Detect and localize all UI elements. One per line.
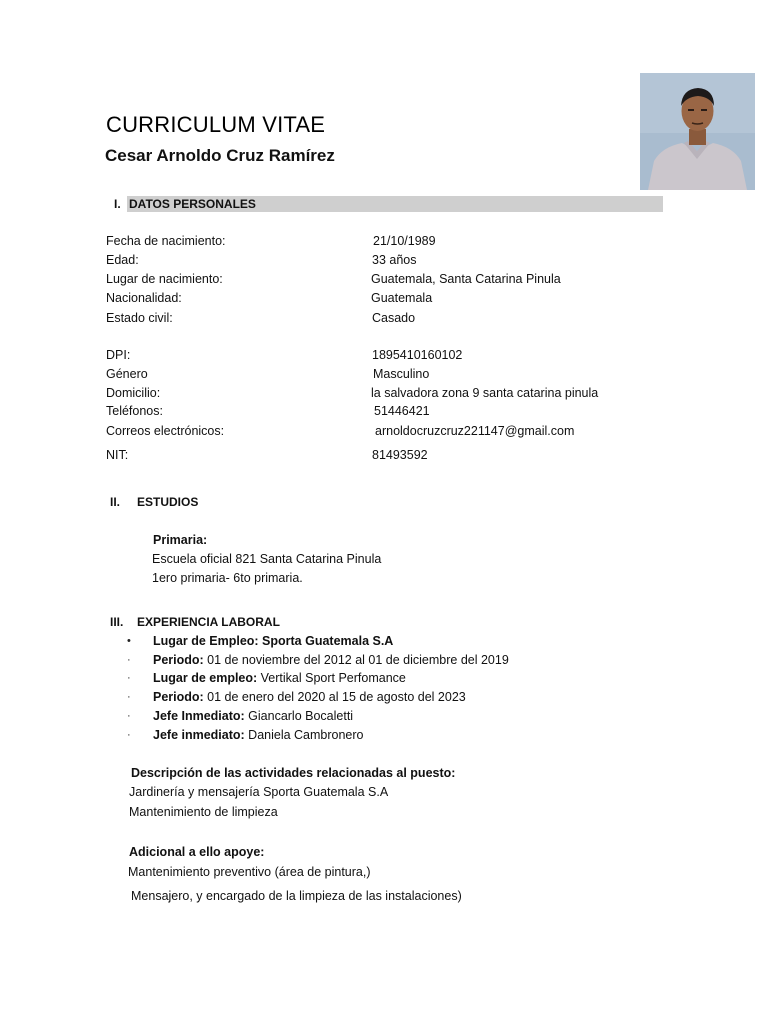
field-value-email: arnoldocruzcruz221147@gmail.com [375,424,575,438]
field-label-gender: Género [106,367,148,381]
field-value-birthdate: 21/10/1989 [373,234,436,248]
bullet-icon: · [127,654,131,666]
field-label-email: Correos electrónicos: [106,424,225,438]
field-value-birthplace: Guatemala, Santa Catarina Pinula [371,272,561,286]
description-heading: Descripción de las actividades relacionadas al puesto: [131,766,456,780]
section-title-studies: ESTUDIOS [137,495,199,509]
experience-item [153,671,406,685]
studies-line: Escuela oficial 821 Santa Catarina Pinula [152,552,382,566]
field-label-nit: NIT: [106,448,129,462]
experience-item [153,709,353,723]
experience-item-value: Daniela Cambronero [244,728,364,742]
description-line: Mantenimiento de limpieza [129,805,278,819]
field-label-birthdate: Fecha de nacimiento: [106,234,226,248]
studies-subheading: Primaria: [153,533,208,547]
field-label-address: Domicilio: [106,386,161,400]
bullet-icon: · [127,710,131,722]
experience-item-label: Lugar de empleo: [153,671,258,685]
section-number-experience: III. [110,615,124,629]
experience-item-label: Periodo: [153,653,204,667]
experience-item-value: 01 de enero del 2020 al 15 de agosto del 2023 [203,690,466,704]
field-value-address: la salvadora zona 9 santa catarina pinula [371,386,599,400]
document-title: CURRICULUM VITAE [106,112,326,137]
section-number-studies: II. [110,495,121,509]
field-value-gender: Masculino [373,367,430,381]
profile-photo [640,73,755,190]
section-title-personal: DATOS PERSONALES [129,197,256,211]
additional-line: Mantenimiento preventivo (área de pintura,) [128,865,371,879]
field-value-nit: 81493592 [372,448,428,462]
field-label-birthplace: Lugar de nacimiento: [106,272,223,286]
experience-item-label: Jefe inmediato: [153,728,245,742]
experience-item-label: Lugar de Empleo: Sporta Guatemala S.A [153,634,394,648]
field-value-age: 33 años [372,253,417,267]
field-value-dpi: 1895410160102 [372,348,463,362]
field-label-age: Edad: [106,253,139,267]
description-line: Jardinería y mensajería Sporta Guatemala S.A [129,785,389,799]
field-value-civil-status: Casado [372,311,416,325]
field-label-dpi: DPI: [106,348,131,362]
bullet-icon: · [127,672,131,684]
person-photo-icon [640,73,755,190]
bullet-icon: • [127,635,131,647]
experience-item-value: Giancarlo Bocaletti [244,709,354,723]
experience-item [153,690,466,704]
field-label-civil-status: Estado civil: [106,311,173,325]
experience-item-value: 01 de noviembre del 2012 al 01 de diciembre del 2019 [203,653,509,667]
candidate-name: Cesar Arnoldo Cruz Ramírez [105,146,335,165]
field-value-phones: 51446421 [374,404,430,418]
experience-item-label: Periodo: [153,690,204,704]
bullet-icon: · [127,729,131,741]
experience-item [153,653,509,667]
experience-item-value: Vertikal Sport Perfomance [257,671,406,685]
additional-line: Mensajero, y encargado de la limpieza de las instalaciones) [131,889,462,903]
field-label-nationality: Nacionalidad: [106,291,182,305]
field-label-phones: Teléfonos: [106,404,163,418]
experience-item-label: Jefe Inmediato: [153,709,245,723]
experience-item [153,634,393,648]
bullet-icon: · [127,691,131,703]
field-value-nationality: Guatemala [371,291,433,305]
studies-line: 1ero primaria- 6to primaria. [152,571,303,585]
section-number-personal: I. [114,197,121,211]
section-title-experience: EXPERIENCIA LABORAL [137,615,280,629]
experience-item [153,728,364,742]
additional-heading: Adicional a ello apoye: [129,845,265,859]
